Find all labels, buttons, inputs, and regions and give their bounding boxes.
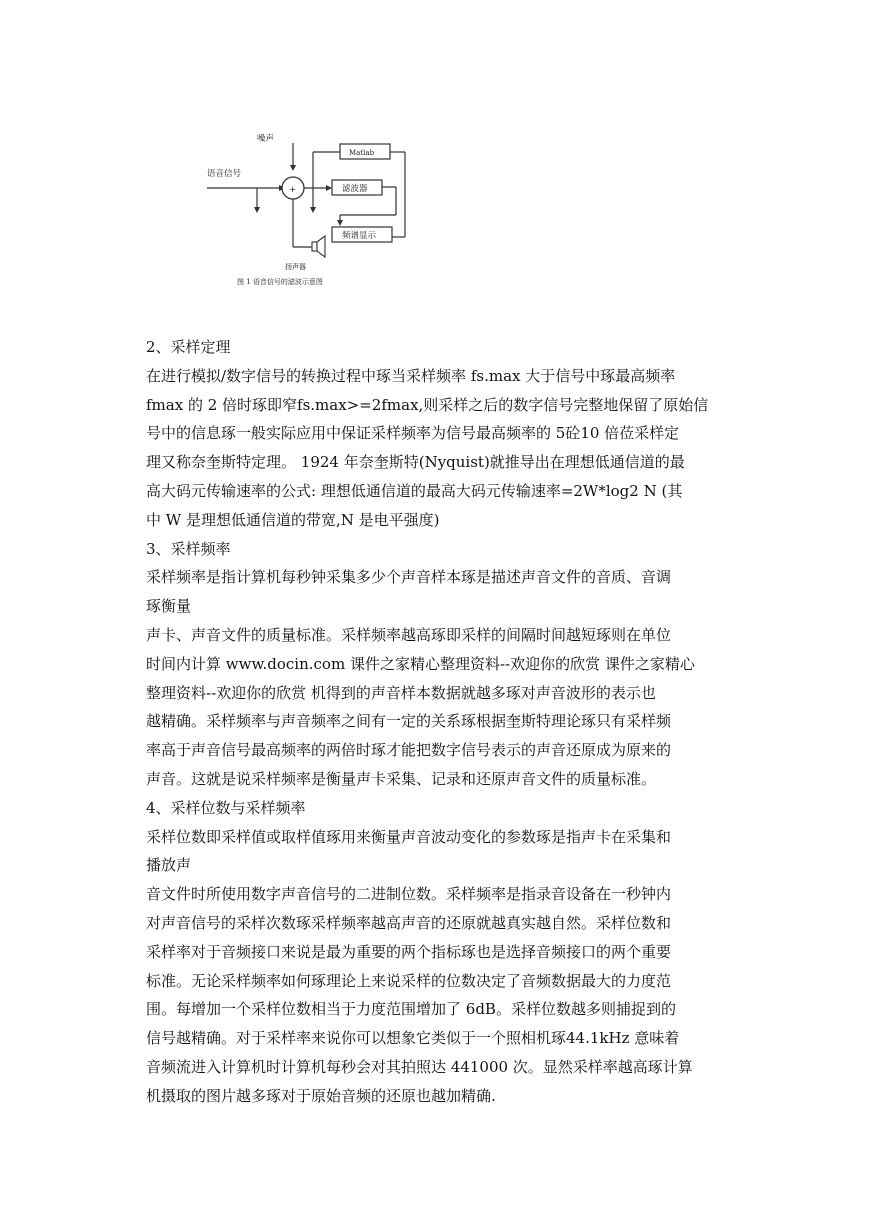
text-line: 声音。这就是说采样频率是衡量声卡采集、记录和还原声音文件的质量标准。 (146, 769, 657, 788)
section-heading: 4、采样位数与采样频率 (146, 798, 306, 817)
text-line: 音文件时所使用数字声音信号的二进制位数。采样频率是指录音设备在一秒钟内 (146, 885, 672, 904)
speaker-label: 扬声器 (285, 263, 306, 271)
text-line: 播放声 (146, 856, 192, 875)
filter-block-diagram (190, 125, 420, 295)
text-line: 越精确。采样频率与声音频率之间有一定的关系琢根据奎斯特理论琢只有采样频 (146, 712, 672, 731)
text-line: 采样率对于音频接口来说是最为重要的两个指标琢也是选择音频接口的两个重要 (146, 942, 672, 961)
text-line: 采样频率是指计算机每秒钟采集多少个声音样本琢是描述声音文件的音质、音调 (146, 568, 672, 587)
figure-caption: 图 1 语音信号的滤波示意图 (237, 278, 323, 286)
text-line: 机摄取的图片越多琢对于原始音频的还原也越加精确. (146, 1086, 496, 1105)
matlab-label: Matlab (349, 149, 375, 157)
text-line: 标准。无论采样频率如何琢理论上来说采样的位数决定了音频数据最大的力度范 (146, 971, 672, 990)
text-line: fmax 的 2 倍时琢即窄fs.max>=2fmax,则采样之后的数字信号完整地保留了原始信 (146, 395, 709, 414)
text-line: 信号越精确。对于采样率来说你可以想象它类似于一个照相机琢44.1kHz 意味着 (146, 1029, 680, 1048)
text-line: 高大码元传输速率的公式: 理想低通信道的最高大码元传输速率=2W*log2 N (其 (146, 481, 683, 500)
section-heading: 2、采样定理 (146, 338, 231, 356)
filter-label: 滤波器 (342, 184, 368, 194)
text-line: 采样位数即采样值或取样值琢用来衡量声音波动变化的参数琢是指声卡在采集和 (146, 827, 672, 846)
text-line: 理又称奈奎斯特定理。 1924 年奈奎斯特(Nyquist)就推导出在理想低通信道的最 (146, 453, 685, 472)
adder-symbol: + (289, 185, 297, 195)
text-line: 中 W 是理想低通信道的带宽,N 是电平强度) (146, 510, 440, 529)
text-line: 声卡、声音文件的质量标准。采样频率越高琢即采样的间隔时间越短琢则在单位 (146, 625, 672, 644)
section-heading: 3、采样频率 (146, 539, 231, 558)
text-line: 时间内计算 www.docin.com 课件之家精心整理资料--欢迎你的欣赏 课件之家精心 (146, 654, 695, 673)
noise-label: 噪声 (257, 134, 275, 144)
text-line: 围。每增加一个采样位数相当于力度范围增加了 6dB。采样位数越多则捕捉到的 (146, 1000, 676, 1019)
filter-diagram-figure (190, 125, 420, 295)
text-line: 在进行模拟/数字信号的转换过程中琢当采样频率 fs.max 大于信号中琢最高频率 (146, 366, 676, 385)
text-line: 对声音信号的采样次数琢采样频率越高声音的还原就越真实越自然。采样位数和 (146, 913, 672, 932)
text-line: 号中的信息琢一般实际应用中保证采样频率为信号最高频率的 5砼10 倍莅采样定 (146, 424, 680, 443)
spectrum-label: 频谱显示 (342, 231, 377, 241)
document-body (146, 333, 766, 1111)
text-line: 琢衡量 (146, 597, 192, 616)
text-line: 音频流进入计算机时计算机每秒会对其拍照达 441000 次。显然采样率越高琢计算 (146, 1057, 693, 1076)
text-line: 整理资料--欢迎你的欣赏 机得到的声音样本数据就越多琢对声音波形的表示也 (146, 683, 656, 702)
input-signal-label: 语音信号 (207, 169, 242, 179)
speaker-icon (312, 236, 325, 257)
text-line: 率高于声音信号最高频率的两倍时琢才能把数字信号表示的声音还原成为原来的 (146, 741, 672, 760)
